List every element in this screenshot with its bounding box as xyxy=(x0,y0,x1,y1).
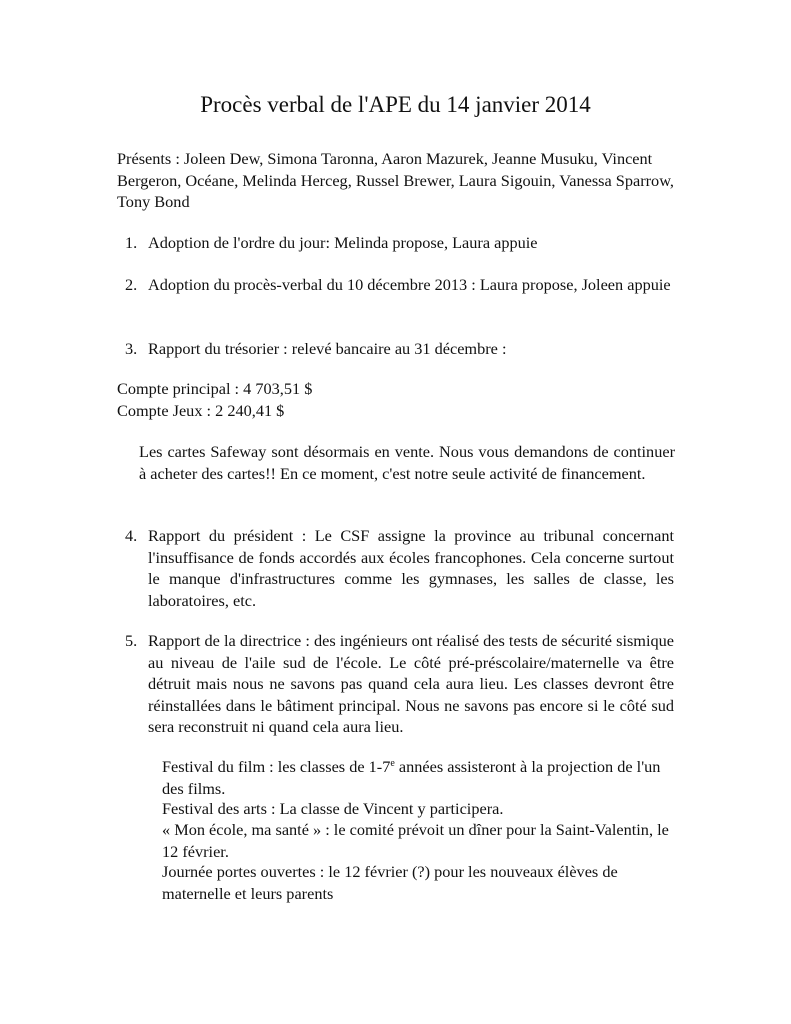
event-open-house: Journée portes ouvertes : le 12 février (?) pour les nouveaux élèves de maternelle et leurs parents xyxy=(162,862,618,903)
main-account-balance: Compte principal : 4 703,51 $ xyxy=(117,379,313,398)
event-arts-festival: Festival des arts : La classe de Vincent y participera. xyxy=(162,799,504,818)
agenda-item-3 xyxy=(117,338,674,360)
event-school-health: « Mon école, ma santé » : le comité prévoit un dîner pour la Saint-Valentin, le 12 février. xyxy=(162,820,669,861)
item-text: Rapport du trésorier : relevé bancaire au 31 décembre : xyxy=(148,339,507,358)
agenda-item-4 xyxy=(117,525,674,611)
event-film-text-start: Festival du film : les classes de 1-7 xyxy=(162,757,391,776)
item-number: 5. xyxy=(125,631,138,650)
agenda-item-2 xyxy=(117,274,674,296)
event-film-festival xyxy=(162,756,675,799)
agenda-item-5 xyxy=(117,630,674,738)
item-text: Rapport du président : Le CSF assigne la province au tribunal concernant l'insuffisance de fonds accordés aux écoles francophones. Cela concerne surtout le manque d'infrastructures comme les gymnases, les salles de classe, les laboratoires, etc. xyxy=(148,526,674,610)
ordinal-suffix: e xyxy=(390,758,395,769)
item-number: 4. xyxy=(125,526,138,545)
event-film-text-end: années assisteront à la projection de l'un des films. xyxy=(162,757,661,798)
page-title: Procès verbal de l'APE du 14 janvier 2014 xyxy=(200,92,591,117)
item-text: Rapport de la directrice : des ingénieurs ont réalisé des tests de sécurité sismique au niveau de l'aile sud de l'école. Le côté pré-préscolaire/maternelle va être détruit mais nous ne savons pas quand cela aura lieu. Les classes devront être réinstallées dans le bâtiment principal. Nous ne savons pas encore si le côté sud sera reconstruit ni quand cela aura lieu. xyxy=(148,631,674,736)
games-account-balance: Compte Jeux : 2 240,41 $ xyxy=(117,400,285,420)
item-number: 1. xyxy=(125,233,138,252)
safeway-notice: Les cartes Safeway sont désormais en vente. Nous vous demandons de continuer à acheter des cartes!! En ce moment, c'est notre seule activité de financement. xyxy=(139,442,675,483)
agenda-item-1 xyxy=(117,232,674,254)
account-balances xyxy=(117,378,312,421)
attendees-list: Présents : Joleen Dew, Simona Taronna, Aaron Mazurek, Jeanne Musuku, Vincent Bergeron, Océane, Melinda Herceg, Russel Brewer, Laura Sigouin, Vanessa Sparrow, Tony Bond xyxy=(117,149,674,211)
item-text: Adoption du procès-verbal du 10 décembre 2013 : Laura propose, Joleen appuie xyxy=(148,275,671,294)
item-number: 3. xyxy=(125,339,138,358)
item-text: Adoption de l'ordre du jour: Melinda propose, Laura appuie xyxy=(148,233,538,252)
item-number: 2. xyxy=(125,275,138,294)
